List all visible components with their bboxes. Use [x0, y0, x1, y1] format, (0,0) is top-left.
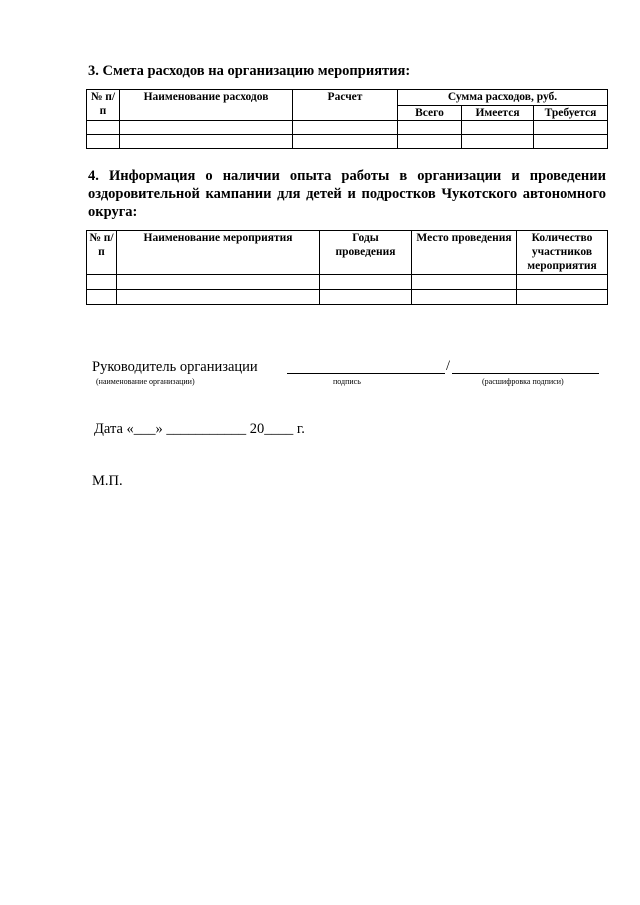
expenses-table — [86, 89, 608, 149]
col-participants-header: Количество участников мероприятия — [517, 231, 608, 275]
col-available-header: Имеется — [462, 106, 534, 121]
col-years-header: Годы проведения — [320, 231, 412, 275]
col-expense-name-header: Наименование расходов — [120, 90, 293, 121]
separator-slash: / — [446, 358, 451, 374]
col-total-header: Всего — [398, 106, 462, 121]
experience-table — [86, 230, 608, 305]
table-cell[interactable] — [117, 275, 320, 290]
col-event-name-header: Наименование мероприятия — [117, 231, 320, 275]
table-row — [87, 290, 608, 305]
table-cell[interactable] — [87, 290, 117, 305]
table-row — [87, 135, 608, 149]
table-cell[interactable] — [534, 135, 608, 149]
section-3-title: 3. Смета расходов на организацию мероприятия: — [88, 63, 411, 79]
caption-signature-decode: (расшифровка подписи) — [482, 377, 564, 386]
signature-line[interactable] — [287, 373, 445, 374]
col-number-header: № п/п — [87, 231, 117, 275]
date-line[interactable]: Дата «___» ___________ 20____ г. — [94, 421, 305, 437]
table-cell[interactable] — [320, 290, 412, 305]
signature-decode-line[interactable] — [452, 373, 599, 374]
table-cell[interactable] — [462, 121, 534, 135]
table-row — [87, 275, 608, 290]
col-calculation-header: Расчет — [293, 90, 398, 121]
table-cell[interactable] — [517, 290, 608, 305]
table-cell[interactable] — [412, 275, 517, 290]
stamp-place: М.П. — [92, 473, 123, 489]
table-cell[interactable] — [87, 275, 117, 290]
table-cell[interactable] — [534, 121, 608, 135]
table-cell[interactable] — [120, 121, 293, 135]
col-required-header: Требуется — [534, 106, 608, 121]
head-of-organization-label: Руководитель организации — [92, 359, 258, 375]
table-cell[interactable] — [87, 135, 120, 149]
table-cell[interactable] — [293, 135, 398, 149]
table-cell[interactable] — [117, 290, 320, 305]
table-cell[interactable] — [398, 121, 462, 135]
table-cell[interactable] — [462, 135, 534, 149]
signature-block — [92, 359, 612, 379]
table-row — [87, 121, 608, 135]
table-cell[interactable] — [120, 135, 293, 149]
table-cell[interactable] — [412, 290, 517, 305]
section-4-title: 4. Информация о наличии опыта работы в организации и проведении оздоровительной кампании для детей и подростков Чукотского автономного округа: — [88, 168, 606, 220]
caption-organization-name: (наименование организации) — [96, 377, 195, 386]
caption-signature: подпись — [333, 377, 361, 386]
col-place-header: Место проведения — [412, 231, 517, 275]
col-expense-sum-header: Сумма расходов, руб. — [398, 90, 608, 106]
table-cell[interactable] — [398, 135, 462, 149]
table-cell[interactable] — [293, 121, 398, 135]
col-number-header: № п/п — [87, 90, 120, 121]
table-cell[interactable] — [320, 275, 412, 290]
table-cell[interactable] — [87, 121, 120, 135]
table-cell[interactable] — [517, 275, 608, 290]
